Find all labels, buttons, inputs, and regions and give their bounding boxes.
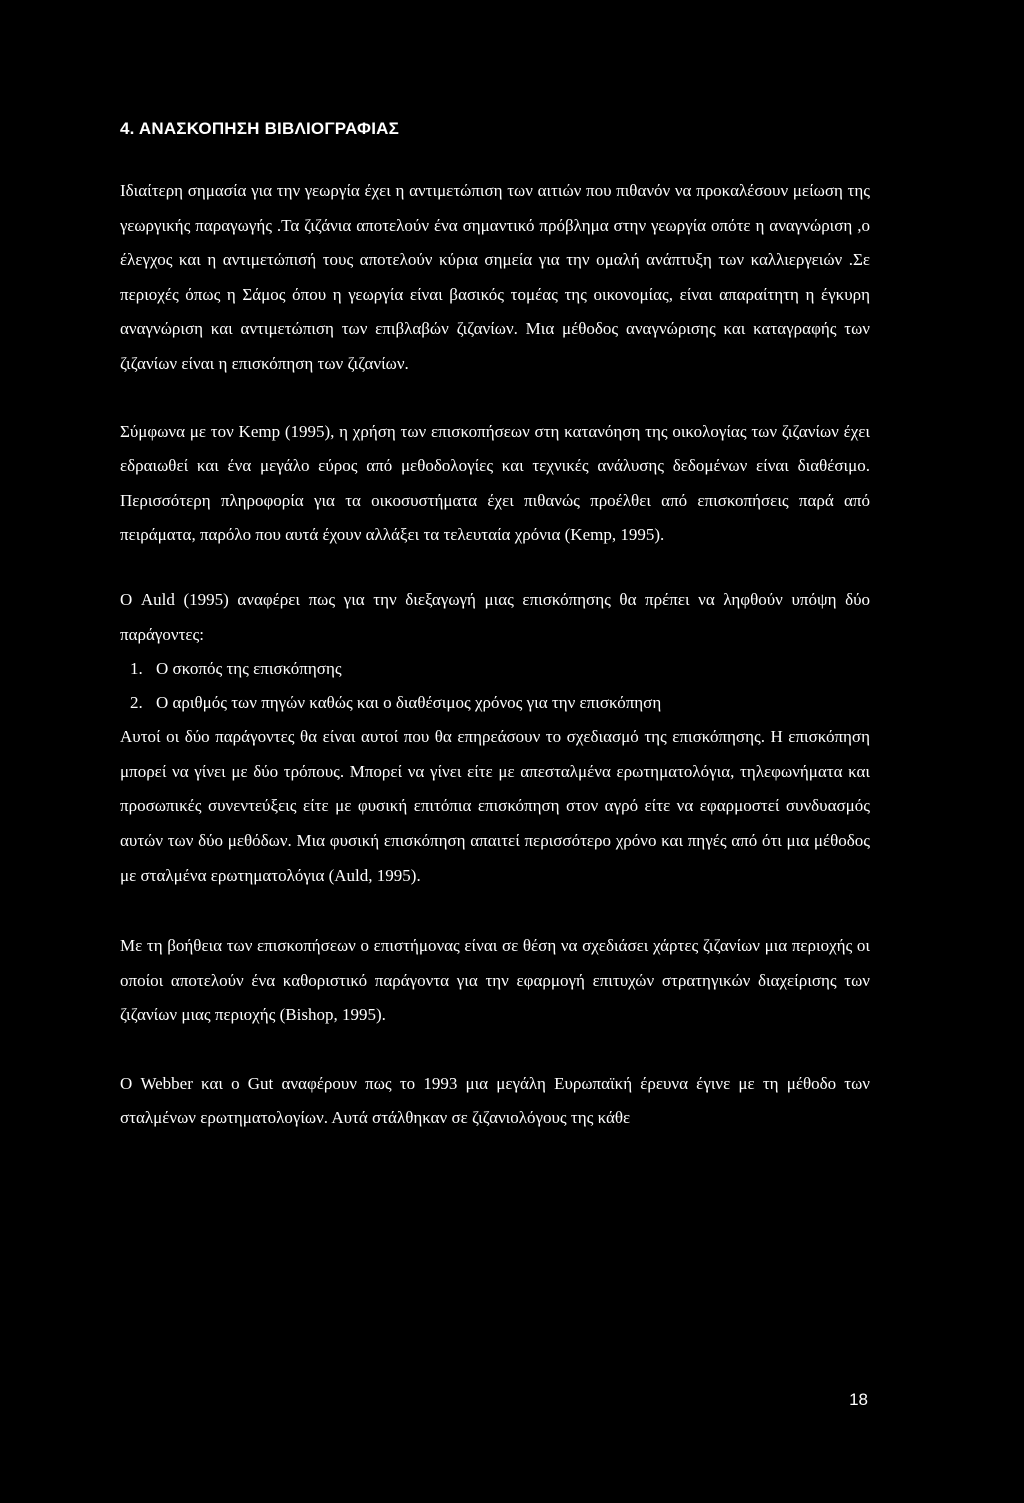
page-number: 18 bbox=[849, 1390, 868, 1409]
factors-list bbox=[120, 652, 870, 720]
list-item bbox=[130, 652, 870, 686]
list-item-number: 1. bbox=[130, 659, 143, 679]
paragraph-bishop: Με τη βοήθεια των επισκοπήσεων ο επιστήμονας είναι σε θέση να σχεδιάσει χάρτες ζιζανίων μια περιοχής οι οποίοι αποτελούν ένα καθοριστικό παράγοντα για την εφαρμογή επιτυχών στρατηγικών διαχείρισης των ζιζανίων μιας περιοχής (Bishop, 1995). bbox=[120, 936, 870, 1025]
list-item-number: 2. bbox=[130, 693, 143, 713]
list-item-text: Ο αριθμός των πηγών καθώς και ο διαθέσιμος χρόνος για την επισκόπηση bbox=[156, 693, 662, 713]
paragraph-intro: Ιδιαίτερη σημασία για την γεωργία έχει η αντιμετώπιση των αιτιών που πιθανόν να προκαλέσουν μείωση της γεωργικής παραγωγής .Τα ζιζάνια αποτελούν ένα σημαντικό πρόβλημα στην γεωργία οπότε η αναγνώριση ,ο έλεγχος και η αντιμετώπισή τους αποτελούν κύρια σημεία για την ομαλή ανάπτυξη των καλλιεργειών .Σε περιοχές όπως η Σάμος όπου η γεωργία είναι βασικός τομέας της οικονομίας, είναι απαραίτητη η έγκυρη αναγνώριση και αντιμετώπιση των επιβλαβών ζιζανίων. Μια μέθοδος αναγνώρισης και καταγραφής των ζιζανίων είναι η επισκόπηση των ζιζανίων. bbox=[120, 181, 870, 373]
paragraph-auld: Ο Auld (1995) αναφέρει πως για την διεξαγωγή μιας επισκόπησης θα πρέπει να ληφθούν υπόψη δύο παράγοντες: bbox=[120, 589, 870, 644]
list-item-text: Ο σκοπός της επισκόπησης bbox=[156, 659, 342, 679]
paragraph-kemp: Σύμφωνα με τον Kemp (1995), η χρήση των επισκοπήσεων στη κατανόηση της οικολογίας των ζιζανίων έχει εδραιωθεί και ένα μεγάλο εύρος από μεθοδολογίες και τεχνικές ανάλυσης δεδομένων είναι διαθέσιμο. Περισσότερη πληροφορία για τα οικοσυστήματα έχει πιθανώς προέλθει από επισκοπήσεις παρά από πειράματα, παρόλο που αυτά έχουν αλλάξει τα τελευταία χρόνια (Kemp, 1995). bbox=[120, 421, 870, 545]
paragraph-webber-gut: Ο Webber και ο Gut αναφέρουν πως το 1993 μια μεγάλη Ευρωπαϊκή έρευνα έγινε με τη μέθοδο των σταλμένων ερωτηματολογίων. Αυτά στάλθηκαν σε ζιζανιολόγους της κάθε bbox=[120, 1073, 870, 1128]
paragraph-survey-methods: Αυτοί οι δύο παράγοντες θα είναι αυτοί που θα επηρεάσουν το σχεδιασμό της επισκόπησης. Η επισκόπηση μπορεί να γίνει με δύο τρόπους. Μπορεί να γίνει είτε με απεσταλμένα ερωτηματολόγια, τηλεφωνήματα και προσωπικές συνεντεύξεις είτε με φυσική επιτόπια επισκόπηση στον αγρό είτε να εφαρμοστεί συνδυασμός αυτών των δύο μεθόδων. Μια φυσική επισκόπηση απαιτεί περισσότερο χρόνο και πηγές από ότι μια μέθοδος με σταλμένα ερωτηματολόγια (Auld, 1995). bbox=[120, 727, 870, 885]
section-heading: 4. ΑΝΑΣΚΟΠΗΣΗ ΒΙΒΛΙΟΓΡΑΦΙΑΣ bbox=[120, 119, 400, 138]
list-item bbox=[130, 686, 870, 720]
document-body bbox=[120, 118, 870, 1136]
